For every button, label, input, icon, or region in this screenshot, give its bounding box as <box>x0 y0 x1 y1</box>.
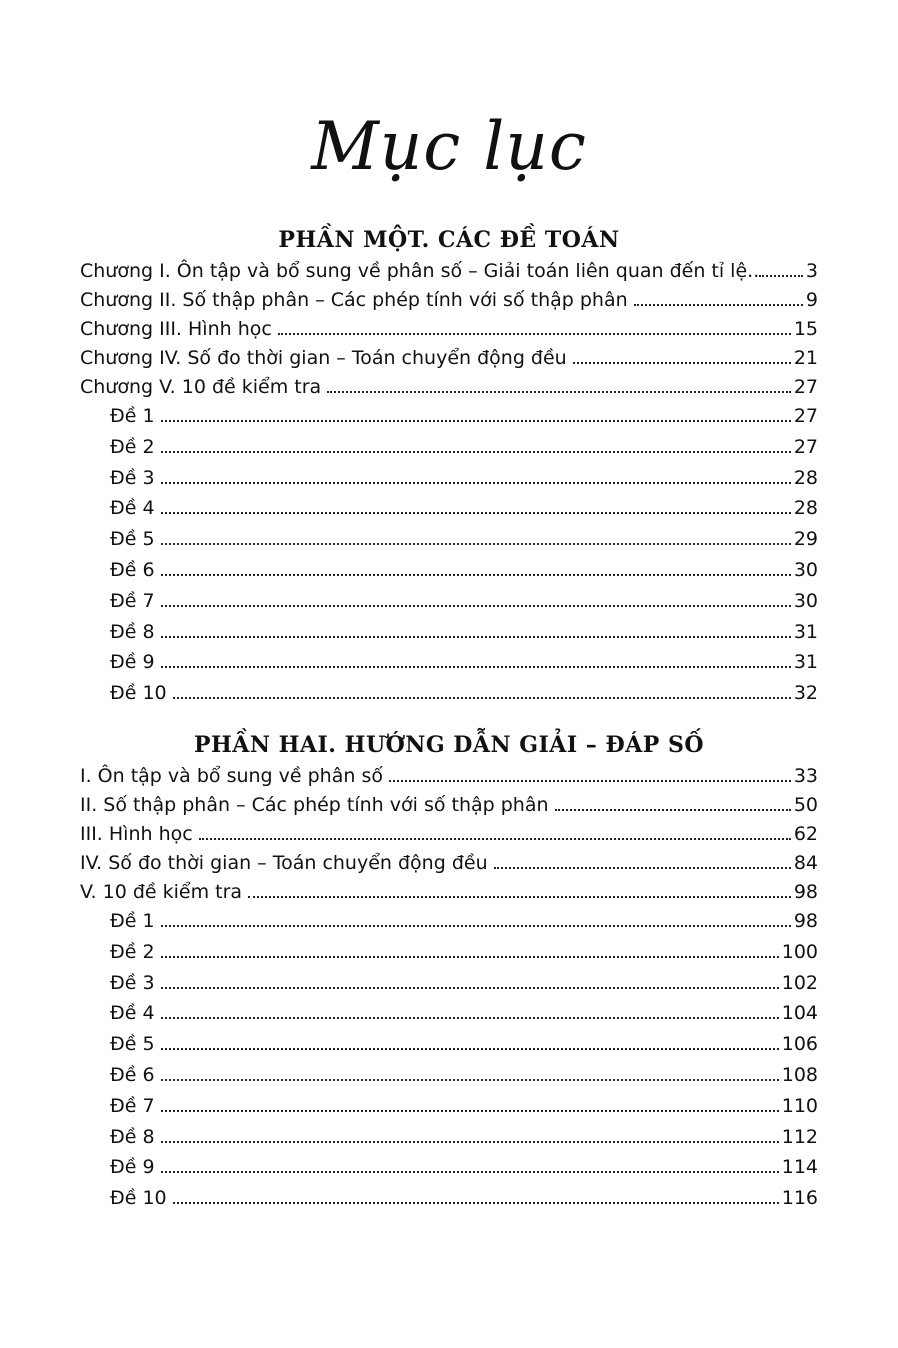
toc-entry-page: 31 <box>793 620 818 643</box>
toc-entry-test-2[interactable] <box>80 436 818 467</box>
page-title: Mục lục <box>311 108 587 185</box>
toc-entry-test-6[interactable] <box>80 559 818 590</box>
dot-leader <box>161 1017 779 1019</box>
dot-leader <box>161 482 791 484</box>
dot-leader <box>573 362 791 364</box>
dot-leader <box>161 1141 779 1143</box>
dot-leader <box>173 697 791 699</box>
toc-entry-page: 28 <box>793 466 818 489</box>
dot-leader <box>327 391 791 393</box>
toc-entry-section-4[interactable] <box>80 852 818 881</box>
toc-entry-label: Chương I. Ôn tập và bổ sung về phân số – Giải toán liên quan đến tỉ lệ.. <box>80 260 760 282</box>
toc-entry-page: 102 <box>781 971 818 994</box>
toc-entry-page: 15 <box>793 318 818 340</box>
dot-leader <box>278 333 791 335</box>
toc-entry-label: Đề 3 <box>110 466 155 489</box>
toc-entry-page: 32 <box>793 682 818 705</box>
dot-leader <box>634 304 803 306</box>
part-two-heading: PHẦN HAI. HƯỚNG DẪN GIẢI – ĐÁP SỐ <box>193 732 705 758</box>
dot-leader <box>161 987 779 989</box>
toc-entry-label: Đề 7 <box>110 1094 155 1117</box>
toc-entry-answer-8[interactable] <box>80 1126 818 1157</box>
toc-entry-label: IV. Số đo thời gian – Toán chuyển động đều <box>80 852 488 874</box>
dot-leader <box>161 925 791 927</box>
toc-entry-page: 27 <box>793 376 818 398</box>
dot-leader <box>161 543 791 545</box>
toc-entry-test-4[interactable] <box>80 497 818 528</box>
toc-entry-label: Chương II. Số thập phân – Các phép tính với số thập phân <box>80 289 628 311</box>
toc-entry-page: 28 <box>793 497 818 520</box>
toc-entry-page: 27 <box>793 435 818 458</box>
dot-leader <box>161 1048 779 1050</box>
dot-leader <box>161 605 791 607</box>
toc-entry-test-5[interactable] <box>80 528 818 559</box>
part-one-heading: PHẦN MỘT. CÁC ĐỀ TOÁN <box>278 227 620 253</box>
part-two-test-list <box>80 910 818 1218</box>
dot-leader <box>161 512 791 514</box>
toc-entry-page: 3 <box>805 260 818 282</box>
toc-entry-chapter-5[interactable] <box>80 376 818 405</box>
toc-entry-label: Đề 4 <box>110 1002 155 1025</box>
dot-leader <box>161 574 791 576</box>
toc-entry-label: V. 10 đề kiểm tra <box>80 881 243 903</box>
toc-entry-page: 30 <box>793 558 818 581</box>
toc-entry-page: 108 <box>781 1063 818 1086</box>
toc-entry-page: 33 <box>793 765 818 787</box>
toc-entry-page: 27 <box>793 405 818 427</box>
toc-entry-label: Đề 2 <box>110 940 155 963</box>
toc-entry-answer-1[interactable] <box>80 910 818 941</box>
toc-entry-page: 104 <box>781 1002 818 1025</box>
dot-leader <box>161 636 791 638</box>
dot-leader <box>494 867 791 869</box>
toc-entry-label: Đề 6 <box>110 1063 155 1086</box>
dot-leader <box>161 1110 779 1112</box>
dot-leader <box>161 1171 779 1173</box>
toc-entry-page: 112 <box>781 1125 818 1148</box>
toc-entry-answer-6[interactable] <box>80 1064 818 1095</box>
toc-entry-page: 110 <box>781 1094 818 1117</box>
toc-entry-label: Đề 8 <box>110 620 155 643</box>
toc-entry-page: 106 <box>781 1033 818 1056</box>
part-one-test-list <box>80 405 818 713</box>
toc-entry-page: 62 <box>793 823 818 845</box>
dot-leader <box>161 420 791 422</box>
toc-entry-test-10[interactable] <box>80 682 818 713</box>
dot-leader <box>161 956 779 958</box>
toc-entry-test-8[interactable] <box>80 621 818 652</box>
toc-entry-answer-4[interactable] <box>80 1002 818 1033</box>
toc-entry-page: 50 <box>793 794 818 816</box>
toc-entry-label: Chương V. 10 đề kiểm tra <box>80 376 322 398</box>
toc-entry-test-7[interactable] <box>80 590 818 621</box>
toc-entry-chapter-4[interactable] <box>80 347 818 376</box>
toc-entry-page: 29 <box>793 528 818 551</box>
toc-entry-section-2[interactable] <box>80 794 818 823</box>
dot-leader <box>248 896 791 898</box>
toc-entry-label: Đề 2 <box>110 435 155 458</box>
toc-entry-page: 100 <box>781 940 818 963</box>
toc-entry-label: Đề 10 <box>110 1187 167 1210</box>
toc-entry-page: 30 <box>793 589 818 612</box>
toc-entry-section-3[interactable] <box>80 823 818 852</box>
toc-entry-section-5[interactable] <box>80 881 818 910</box>
toc-entry-label: Đề 3 <box>110 971 155 994</box>
toc-entry-label: Đề 9 <box>110 1156 155 1179</box>
toc-entry-answer-5[interactable] <box>80 1033 818 1064</box>
toc-entry-label: Đề 5 <box>110 528 155 551</box>
toc-entry-label: Chương IV. Số đo thời gian – Toán chuyển động đều <box>80 347 567 369</box>
part-one-chapter-list <box>80 260 818 405</box>
toc-entry-label: III. Hình học <box>80 823 193 845</box>
toc-entry-page: 9 <box>805 289 818 311</box>
toc-entry-page: 98 <box>793 881 818 903</box>
part-two-chapter-list <box>80 765 818 910</box>
toc-entry-label: Đề 10 <box>110 682 167 705</box>
toc-entry-label: Đề 6 <box>110 558 155 581</box>
toc-entry-answer-3[interactable] <box>80 972 818 1003</box>
toc-entry-label: I. Ôn tập và bổ sung về phân số <box>80 765 383 787</box>
toc-entry-page: 98 <box>793 910 818 932</box>
toc-entry-chapter-2[interactable] <box>80 289 818 318</box>
toc-entry-label: Đề 5 <box>110 1033 155 1056</box>
toc-entry-test-1[interactable] <box>80 405 818 436</box>
dot-leader <box>759 275 803 277</box>
dot-leader <box>161 451 791 453</box>
dot-leader <box>389 780 791 782</box>
toc-entry-section-1[interactable] <box>80 765 818 794</box>
toc-entry-answer-10[interactable] <box>80 1187 818 1218</box>
toc-entry-label: Đề 1 <box>110 405 155 427</box>
toc-entry-chapter-3[interactable] <box>80 318 818 347</box>
toc-entry-label: Đề 9 <box>110 651 155 674</box>
dot-leader <box>173 1202 779 1204</box>
toc-entry-page: 21 <box>793 347 818 369</box>
toc-entry-page: 114 <box>781 1156 818 1179</box>
toc-entry-answer-9[interactable] <box>80 1156 818 1187</box>
toc-entry-chapter-1[interactable] <box>80 260 818 289</box>
dot-leader <box>161 1079 779 1081</box>
toc-entry-label: Đề 8 <box>110 1125 155 1148</box>
toc-entry-test-9[interactable] <box>80 651 818 682</box>
toc-entry-label: Đề 1 <box>110 910 155 932</box>
dot-leader <box>199 838 791 840</box>
toc-entry-label: Đề 7 <box>110 589 155 612</box>
toc-entry-test-3[interactable] <box>80 467 818 498</box>
toc-entry-label: II. Số thập phân – Các phép tính với số thập phân <box>80 794 549 816</box>
toc-entry-page: 84 <box>793 852 818 874</box>
dot-leader <box>555 809 791 811</box>
toc-entry-label: Chương III. Hình học <box>80 318 272 340</box>
toc-entry-page: 31 <box>793 651 818 674</box>
dot-leader <box>161 666 791 668</box>
toc-entry-page: 116 <box>781 1187 818 1210</box>
toc-entry-answer-2[interactable] <box>80 941 818 972</box>
toc-entry-answer-7[interactable] <box>80 1095 818 1126</box>
toc-entry-label: Đề 4 <box>110 497 155 520</box>
